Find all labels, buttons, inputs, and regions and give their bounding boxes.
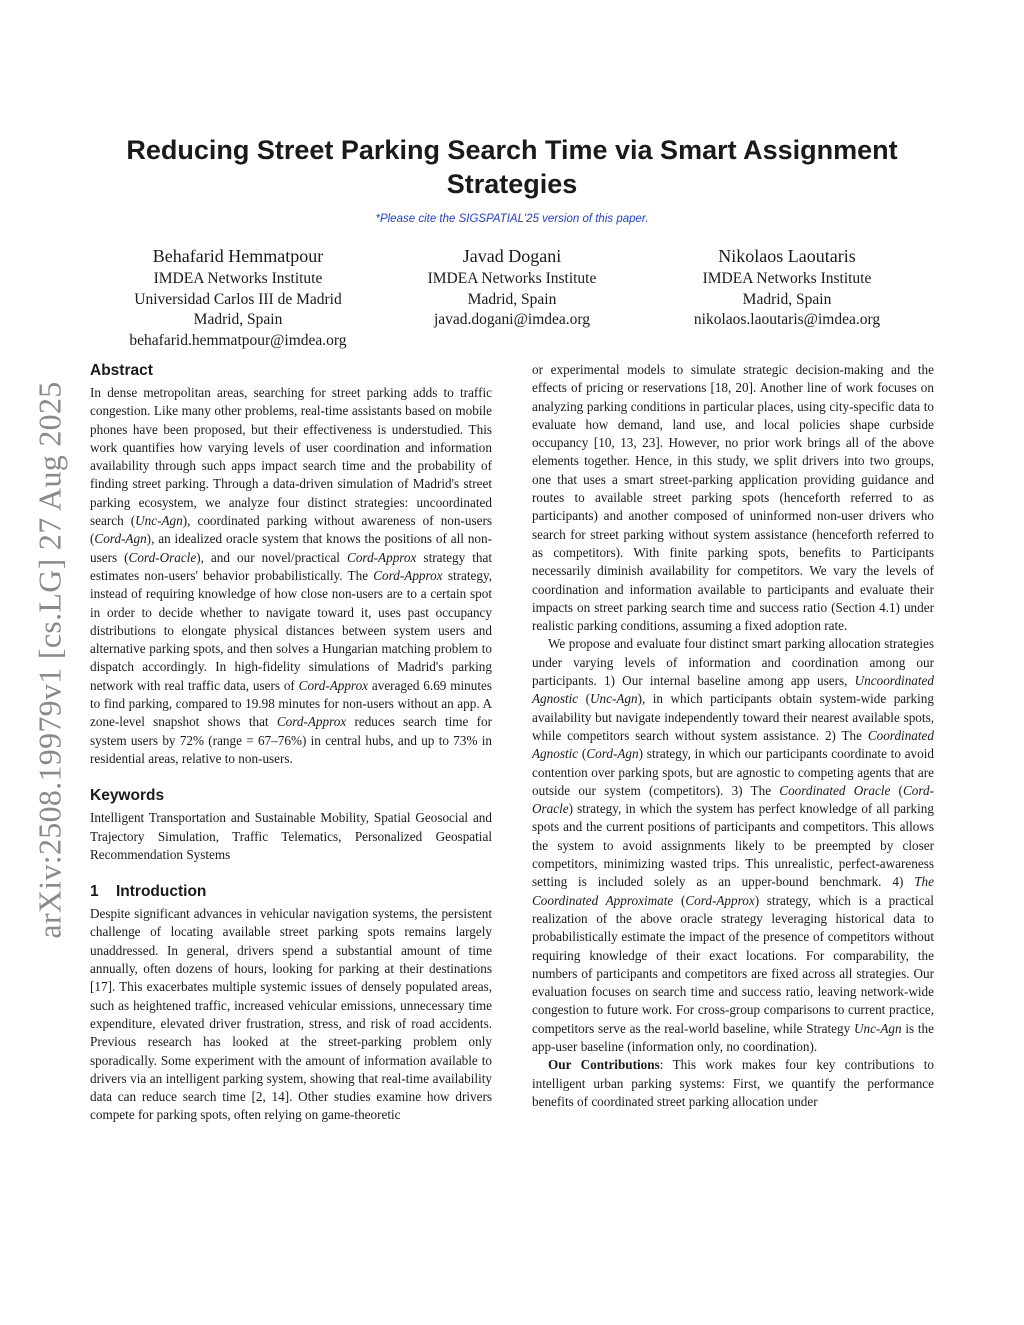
author-location: Madrid, Spain <box>742 290 832 308</box>
abstract-text: In dense metropolitan areas, searching for street parking adds to traffic congestion. Like many other problems, real-time assistants based on mobile phones have been proposed, but their effectiveness is understudied. This work quantifies how varying levels of user coordination and information availability through such apps impact search time and the probability of finding street parking. Through a data-driven simulation of Madrid's street parking ecosystem, we analyze four distinct strategies: uncoordinated search (Unc-Agn), coordinated parking without awareness of non-users (Cord-Agn), an idealized oracle system that knows the positions of all non-users (Cord-Oracle), and our novel/practical Cord-Approx strategy that estimates non-users' behavior probabilistically. The Cord-Approx strategy, instead of requiring knowledge of how close non-users are to a certain spot in order to decide whether to navigate toward it, uses past occupancy distributions to elongate physical distances between system users and alternative parking spots, and then solves a Hungarian matching problem to dispatch accordingly. In high-fidelity simulations of Madrid's parking network with real traffic data, users of Cord-Approx averaged 6.69 minutes to find parking, compared to 19.98 minutes for non-users without an app. A zone-level snapshot shows that Cord-Approx reduces search time for system users by 72% (range = 67–76%) in central hubs, and up to 73% in residential areas, relative to non-users. <box>90 385 493 766</box>
author-name: Javad Dogani <box>462 246 562 266</box>
intro-paragraph-1-continued: or experimental models to simulate strategic decision-making and the effects of pricing or reservations [18, 20]. Another line of work focuses on analyzing parking conditions in particular places, using city-specific data to evaluate how demand, land use, and local policies shape curbside occupancy [10, 13, 23]. However, no prior work brings all of the above elements together. Hence, in this study, we split drivers into two groups, one that uses a smart street-parking application providing guidance and routes to available street parking spots (henceforth referred to as participants) and another composed of uninformed non-user drivers who search for street parking without system assistance (henceforth referred to as competitors). With finite parking spots, benefits to Participants necessarily diminish availability for competitors. We vary the levels of coordination and information available to participants and evaluate their impacts on street parking search time and success ratio (Section 4.1) under realistic parking conditions, assuming a fixed adoption rate. <box>532 362 934 634</box>
author-location: Madrid, Spain <box>193 311 283 328</box>
paper-title: Reducing Street Parking Search Time via Smart Assignment Strategies <box>126 135 898 199</box>
arxiv-identifier: arXiv:2508.19979v1 [cs.LG] 27 Aug 2025 <box>31 381 68 939</box>
author-affiliation: IMDEA Networks Institute <box>427 270 597 287</box>
author-email: behafarid.hemmatpour@imdea.org <box>129 331 347 349</box>
keywords-text: Intelligent Transportation and Sustainable Mobility, Spatial Geosocial and Trajectory Simulation, Traffic Telematics, Personalized Geospatial Recommendation Systems <box>90 810 492 862</box>
author-email: nikolaos.laoutaris@imdea.org <box>693 311 881 328</box>
author-affiliation: IMDEA Networks Institute <box>153 270 323 287</box>
section-number: 1 <box>90 883 99 901</box>
author-2 <box>362 245 662 331</box>
author-name: Nikolaos Laoutaris <box>718 246 856 266</box>
intro-paragraph-1: Despite significant advances in vehicular navigation systems, the persistent challenge of locating available street parking spots remains largely unaddressed. In general, drivers spend a substantial amount of time annually, often dozens of hours, looking for parking at their destinations [17]. This exacerbates multiple systemic issues of densely populated areas, such as heightened traffic, increased vehicular emissions, unnecessary time expenditure, elevated driver frustration, stress, and risk of road accidents. Previous research has looked at the street-parking problem only sporadically. Some experiment with the amount of information available to drivers via an intelligent parking system, showing that real-time availability data can reduce search time [2, 14]. Other studies examine how drivers compete for parking spots, often relying on game-theoretic <box>90 906 492 1123</box>
intro-paragraph-3: Our Contributions: This work makes four key contributions to intelligent urban parking systems: First, we quantify the performance benefits of coordinated street parking allocation under <box>532 1057 934 1109</box>
keywords-heading: Keywords <box>90 787 165 805</box>
right-column <box>532 361 934 1111</box>
author-affiliation: Universidad Carlos III de Madrid <box>134 290 342 308</box>
author-1 <box>88 245 388 351</box>
intro-paragraph-2: We propose and evaluate four distinct smart parking allocation strategies under varying levels of information and coordination among our participants. 1) Our internal baseline among app users, Uncoordinated Agnostic (Unc-Agn), in which participants obtain system-wide parking availability but navigate independently toward their nearest available spots, while competitors search without system assistance. 2) The Coordinated Agnostic (Cord-Agn) strategy, in which our participants coordinate to avoid contention over parking spots, but are agnostic to competing agents that are outside our system (competitors). 3) The Coordinated Oracle (Cord-Oracle) strategy, in which the system has perfect knowledge of all parking spots and the current positions of participants and competitors. This allows the system to avoid assignments likely to be preempted by closer competitors, minimizing wasted trips. This unrealistic, perfect-awareness setting is included solely as an upper-bound benchmark. 4) The Coordinated Approximate (Cord-Approx) strategy, which is a practical realization of the above oracle strategy leveraging historical data to probabilistically estimate the impact of the presence of competitors without requiring knowledge of their exact locations. For comparability, the numbers of participants and competitors are fixed across all strategies. Our evaluation focuses on search time and success ratio, leaving network-wide congestion to future work. For cross-group comparisons to current practice, competitors serve as the real-world baseline, while Strategy Unc-Agn is the app-user baseline (information only, no coordination). <box>532 636 934 1054</box>
section-heading-introduction <box>90 882 492 902</box>
left-column <box>90 361 492 1125</box>
author-location: Madrid, Spain <box>467 290 557 308</box>
author-name: Behafarid Hemmatpour <box>152 246 324 266</box>
author-block <box>0 245 1024 350</box>
citation-note: *Please cite the SIGSPATIAL'25 version of this paper. <box>375 213 649 225</box>
author-affiliation: IMDEA Networks Institute <box>702 270 872 287</box>
contributions-label: Our Contributions <box>548 1057 660 1073</box>
abstract-heading: Abstract <box>90 362 153 379</box>
author-email: javad.dogani@imdea.org <box>433 311 591 328</box>
author-3 <box>637 245 937 331</box>
section-title: Introduction <box>116 883 207 901</box>
